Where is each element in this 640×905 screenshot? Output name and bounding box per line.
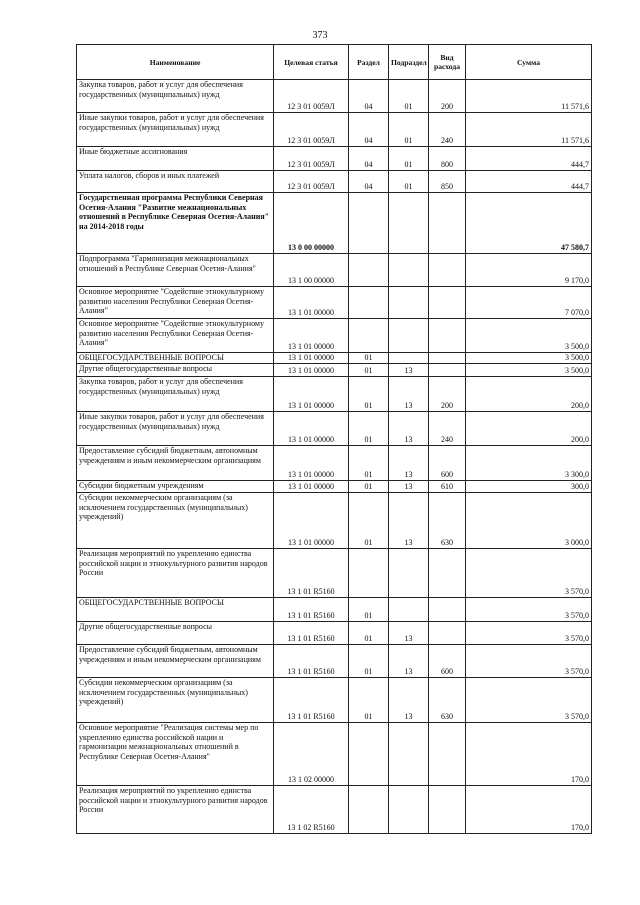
row-name: Подпрограмма "Гармонизация межнациональных отношений в Республике Северная Осетия-Алания" bbox=[77, 254, 274, 287]
row-name: Основное мероприятие "Реализация системы мер по укреплению единства российской нации и гармонизации межнациональных отношений в Республике Северная Осетия-Алания" bbox=[77, 723, 274, 786]
row-section: 01 bbox=[349, 598, 389, 622]
row-subsection: 01 bbox=[389, 113, 429, 147]
row-target: 13 1 01 00000 bbox=[274, 287, 349, 319]
row-subsection bbox=[389, 723, 429, 786]
row-name: Реализация мероприятий по укреплению единства российской нации и этнокультурного развития народов России bbox=[77, 786, 274, 834]
row-section: 01 bbox=[349, 353, 389, 364]
row-target: 12 3 01 0059Л bbox=[274, 171, 349, 193]
row-section bbox=[349, 254, 389, 287]
row-name: Субсидии некоммерческим организациям (за исключением государственных (муниципальных) учреждений) bbox=[77, 678, 274, 723]
table-row bbox=[77, 287, 592, 319]
row-subsection: 13 bbox=[389, 364, 429, 377]
row-amount: 444,7 bbox=[466, 171, 592, 193]
table-row bbox=[77, 481, 592, 493]
row-target: 12 3 01 0059Л bbox=[274, 147, 349, 171]
table-row bbox=[77, 493, 592, 549]
row-section bbox=[349, 319, 389, 353]
table-row bbox=[77, 622, 592, 645]
row-subsection bbox=[389, 549, 429, 598]
row-name: Другие общегосударственные вопросы bbox=[77, 622, 274, 645]
row-name: Уплата налогов, сборов и иных платежей bbox=[77, 171, 274, 193]
row-expense-type bbox=[429, 786, 466, 834]
table-row bbox=[77, 364, 592, 377]
row-name: Иные бюджетные ассигнования bbox=[77, 147, 274, 171]
budget-table bbox=[76, 44, 592, 834]
row-amount: 300,0 bbox=[466, 481, 592, 493]
row-name: Реализация мероприятий по укреплению единства российской нации и этнокультурного развития народов России bbox=[77, 549, 274, 598]
row-amount: 3 300,0 bbox=[466, 446, 592, 481]
row-subsection: 13 bbox=[389, 678, 429, 723]
table-row bbox=[77, 113, 592, 147]
row-amount: 47 580,7 bbox=[466, 193, 592, 254]
table-row bbox=[77, 549, 592, 598]
row-target: 13 1 01 00000 bbox=[274, 412, 349, 446]
table-row bbox=[77, 412, 592, 446]
row-expense-type bbox=[429, 193, 466, 254]
row-name: Субсидии бюджетным учреждениям bbox=[77, 481, 274, 493]
row-target: 13 1 01 00000 bbox=[274, 446, 349, 481]
row-amount: 3 570,0 bbox=[466, 645, 592, 678]
table-row bbox=[77, 598, 592, 622]
row-target: 13 1 00 00000 bbox=[274, 254, 349, 287]
row-amount: 170,0 bbox=[466, 786, 592, 834]
row-amount: 3 570,0 bbox=[466, 678, 592, 723]
row-name: Закупка товаров, работ и услуг для обеспечения государственных (муниципальных) нужд bbox=[77, 80, 274, 113]
row-expense-type bbox=[429, 622, 466, 645]
header-expense-type: Вид расхода bbox=[429, 45, 466, 80]
row-target: 13 1 01 00000 bbox=[274, 364, 349, 377]
row-subsection bbox=[389, 254, 429, 287]
table-row bbox=[77, 193, 592, 254]
row-target: 13 1 01 00000 bbox=[274, 319, 349, 353]
row-target: 13 1 01 00000 bbox=[274, 377, 349, 412]
row-section bbox=[349, 287, 389, 319]
row-expense-type: 610 bbox=[429, 481, 466, 493]
row-subsection: 13 bbox=[389, 412, 429, 446]
row-expense-type: 200 bbox=[429, 377, 466, 412]
row-subsection: 13 bbox=[389, 622, 429, 645]
row-target: 13 1 01 R5160 bbox=[274, 678, 349, 723]
table-body bbox=[77, 80, 592, 834]
row-target: 13 1 01 00000 bbox=[274, 481, 349, 493]
row-subsection: 01 bbox=[389, 80, 429, 113]
row-expense-type: 800 bbox=[429, 147, 466, 171]
row-section: 01 bbox=[349, 481, 389, 493]
row-amount: 3 570,0 bbox=[466, 598, 592, 622]
row-subsection: 13 bbox=[389, 493, 429, 549]
row-subsection bbox=[389, 598, 429, 622]
row-target: 13 1 02 00000 bbox=[274, 723, 349, 786]
row-section: 01 bbox=[349, 377, 389, 412]
row-target: 13 1 01 R5160 bbox=[274, 598, 349, 622]
row-subsection: 13 bbox=[389, 645, 429, 678]
row-amount: 9 170,0 bbox=[466, 254, 592, 287]
row-target: 12 3 01 0059Л bbox=[274, 113, 349, 147]
row-target: 13 1 01 R5160 bbox=[274, 622, 349, 645]
row-expense-type: 240 bbox=[429, 412, 466, 446]
row-expense-type: 630 bbox=[429, 493, 466, 549]
row-subsection bbox=[389, 287, 429, 319]
header-amount: Сумма bbox=[466, 45, 592, 80]
row-expense-type bbox=[429, 254, 466, 287]
row-expense-type: 240 bbox=[429, 113, 466, 147]
table-row bbox=[77, 147, 592, 171]
row-subsection bbox=[389, 193, 429, 254]
row-amount: 11 571,6 bbox=[466, 80, 592, 113]
page-number: 373 bbox=[312, 30, 328, 41]
row-target: 13 1 02 R5160 bbox=[274, 786, 349, 834]
table-row bbox=[77, 446, 592, 481]
row-amount: 3 500,0 bbox=[466, 353, 592, 364]
row-subsection: 01 bbox=[389, 147, 429, 171]
row-amount: 7 070,0 bbox=[466, 287, 592, 319]
row-section: 01 bbox=[349, 622, 389, 645]
row-amount: 200,0 bbox=[466, 412, 592, 446]
row-section: 01 bbox=[349, 364, 389, 377]
row-expense-type bbox=[429, 549, 466, 598]
row-amount: 3 000,0 bbox=[466, 493, 592, 549]
row-expense-type bbox=[429, 723, 466, 786]
table-row bbox=[77, 723, 592, 786]
row-section: 04 bbox=[349, 80, 389, 113]
row-name: Основное мероприятие "Содействие этнокультурному развитию населения Республики Северная Осетия-Алания" bbox=[77, 319, 274, 353]
row-name: Иные закупки товаров, работ и услуг для обеспечения государственных (муниципальных) нужд bbox=[77, 113, 274, 147]
row-amount: 3 500,0 bbox=[466, 364, 592, 377]
row-expense-type: 200 bbox=[429, 80, 466, 113]
row-expense-type: 850 bbox=[429, 171, 466, 193]
row-section: 01 bbox=[349, 446, 389, 481]
row-name: Предоставление субсидий бюджетным, автономным учреждениям и иным некоммерческим организациям bbox=[77, 446, 274, 481]
table-row bbox=[77, 171, 592, 193]
header-subsection: Подраздел bbox=[389, 45, 429, 80]
row-section: 01 bbox=[349, 645, 389, 678]
row-name: Другие общегосударственные вопросы bbox=[77, 364, 274, 377]
row-subsection: 13 bbox=[389, 446, 429, 481]
row-section: 01 bbox=[349, 678, 389, 723]
row-amount: 11 571,6 bbox=[466, 113, 592, 147]
row-amount: 3 570,0 bbox=[466, 549, 592, 598]
row-name: ОБЩЕГОСУДАРСТВЕННЫЕ ВОПРОСЫ bbox=[77, 353, 274, 364]
row-name: Закупка товаров, работ и услуг для обеспечения государственных (муниципальных) нужд bbox=[77, 377, 274, 412]
row-amount: 3 570,0 bbox=[466, 622, 592, 645]
row-subsection bbox=[389, 353, 429, 364]
table-row bbox=[77, 377, 592, 412]
row-expense-type bbox=[429, 598, 466, 622]
row-section: 04 bbox=[349, 147, 389, 171]
row-expense-type: 600 bbox=[429, 645, 466, 678]
table-row bbox=[77, 254, 592, 287]
row-subsection: 13 bbox=[389, 377, 429, 412]
row-section: 04 bbox=[349, 171, 389, 193]
table-row bbox=[77, 645, 592, 678]
row-section bbox=[349, 193, 389, 254]
row-target: 13 1 01 R5160 bbox=[274, 645, 349, 678]
row-subsection: 01 bbox=[389, 171, 429, 193]
table-row bbox=[77, 353, 592, 364]
row-expense-type: 630 bbox=[429, 678, 466, 723]
row-amount: 3 500,0 bbox=[466, 319, 592, 353]
row-section bbox=[349, 723, 389, 786]
row-name: ОБЩЕГОСУДАРСТВЕННЫЕ ВОПРОСЫ bbox=[77, 598, 274, 622]
header-section: Раздел bbox=[349, 45, 389, 80]
row-target: 12 3 01 0059Л bbox=[274, 80, 349, 113]
table-row bbox=[77, 319, 592, 353]
row-target: 13 1 01 00000 bbox=[274, 493, 349, 549]
row-target: 13 0 00 00000 bbox=[274, 193, 349, 254]
header-name: Наименование bbox=[77, 45, 274, 80]
row-amount: 170,0 bbox=[466, 723, 592, 786]
row-section: 01 bbox=[349, 493, 389, 549]
row-expense-type bbox=[429, 353, 466, 364]
row-subsection bbox=[389, 319, 429, 353]
row-expense-type: 600 bbox=[429, 446, 466, 481]
row-target: 13 1 01 R5160 bbox=[274, 549, 349, 598]
row-section: 01 bbox=[349, 412, 389, 446]
row-name: Предоставление субсидий бюджетным, автономным учреждениям и иным некоммерческим организациям bbox=[77, 645, 274, 678]
table-row bbox=[77, 786, 592, 834]
row-name: Субсидии некоммерческим организациям (за исключением государственных (муниципальных) учреждений) bbox=[77, 493, 274, 549]
row-section bbox=[349, 786, 389, 834]
row-name: Государственная программа Республики Северная Осетия-Алания "Развитие межнациональных отношений в Республике Северная Осетия-Алания" на 2014-2018 годы bbox=[77, 193, 274, 254]
row-section: 04 bbox=[349, 113, 389, 147]
header-target: Целевая статья bbox=[274, 45, 349, 80]
row-name: Основное мероприятие "Содействие этнокультурному развитию населения Республики Северная Осетия-Алания" bbox=[77, 287, 274, 319]
row-name: Иные закупки товаров, работ и услуг для обеспечения государственных (муниципальных) нужд bbox=[77, 412, 274, 446]
table-row bbox=[77, 80, 592, 113]
row-section bbox=[349, 549, 389, 598]
row-subsection bbox=[389, 786, 429, 834]
row-amount: 444,7 bbox=[466, 147, 592, 171]
row-subsection: 13 bbox=[389, 481, 429, 493]
row-expense-type bbox=[429, 287, 466, 319]
table-row bbox=[77, 678, 592, 723]
row-amount: 200,0 bbox=[466, 377, 592, 412]
row-target: 13 1 01 00000 bbox=[274, 353, 349, 364]
row-expense-type bbox=[429, 364, 466, 377]
row-expense-type bbox=[429, 319, 466, 353]
table-header-row bbox=[77, 45, 592, 80]
